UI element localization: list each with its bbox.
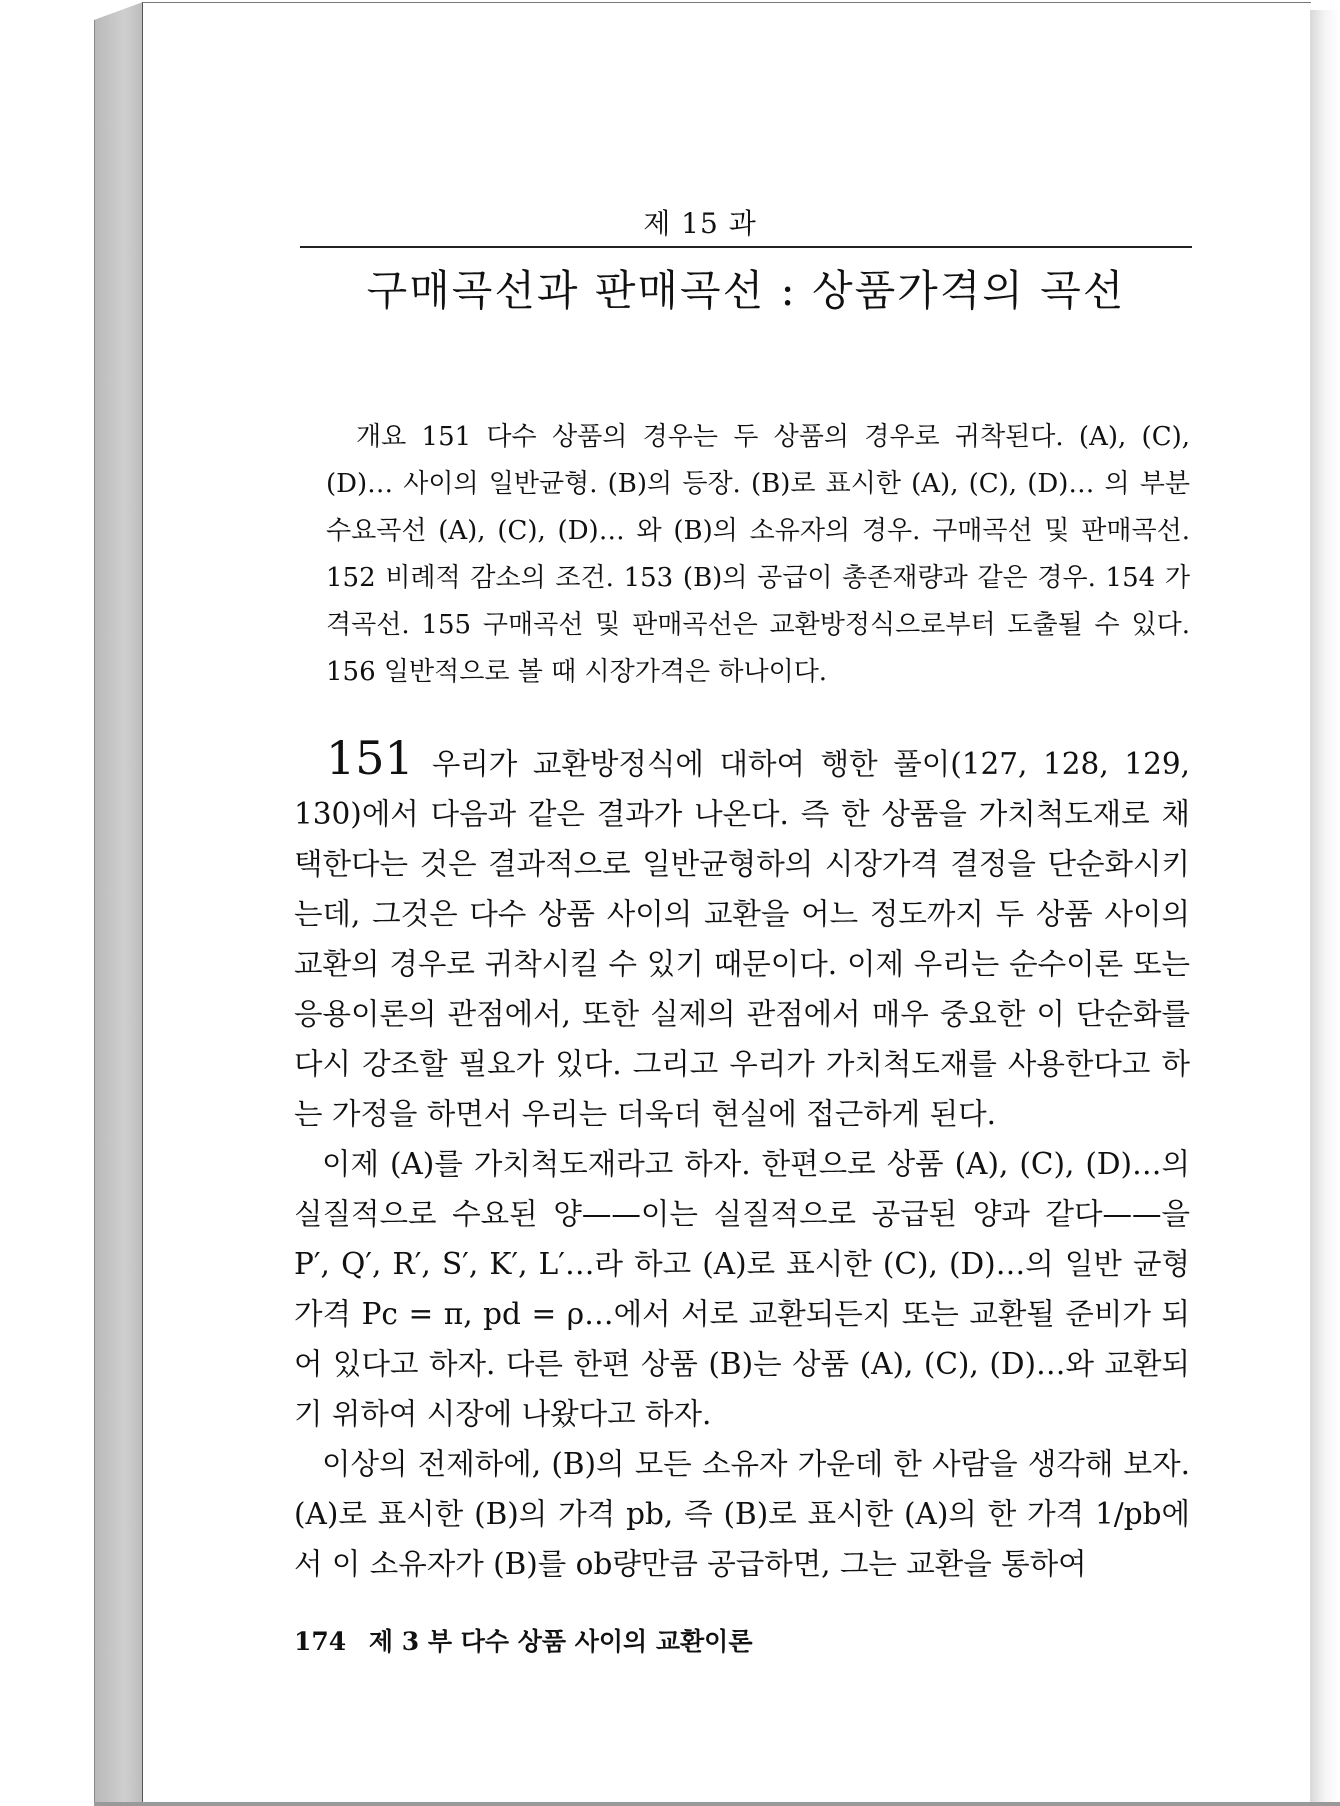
paragraph-1 — [294, 731, 1190, 1139]
page-edge-shadow — [1310, 10, 1340, 1806]
chapter-summary: 개요 151 다수 상품의 경우는 두 상품의 경우로 귀착된다. (A), (C), (D)… 사이의 일반균형. (B)의 등장. (B)로 표시한 (A), (C), (D)… 의 부분수요곡선 (A), (C), (D)… 와 (B)의 소유자의 경우. 구매곡선 및 판매곡선. 152 비례적 감소의 조건. 153 (B)의 공급이 총존재량과 같은 경우. 154 가격곡선. 155 구매곡선 및 판매곡선은 교환방정식으로부터 도출될 수 있다. 156 일반적으로 볼 때 시장가격은 하나이다. — [326, 422, 1190, 687]
page-footer — [294, 1622, 752, 1658]
running-title: 제 3 부 다수 상품 사이의 교환이론 — [368, 1627, 753, 1656]
title-rule — [300, 246, 1192, 248]
paragraph-1-text: 우리가 교환방정식에 대하여 행한 풀이(127, 128, 129, 130)에서 다음과 같은 결과가 나온다. 즉 한 상품을 가치척도재로 채택한다는 것은 결과적으로 일반균형하의 시장가격 결정을 단순화시키는데, 그것은 다수 상품 사이의 교환을 어느 정도까지 두 상품 사이의 교환의 경우로 귀착시킬 수 있기 때문이다. 이제 우리는 순수이론 또는 응용이론의 관점에서, 또한 실제의 관점에서 매우 중요한 이 단순화를 다시 강조할 필요가 있다. 그리고 우리가 가치척도재를 사용한다고 하는 가정을 하면서 우리는 더욱더 현실에 접근하게 된다. — [294, 747, 1190, 1131]
chapter-title: 구매곡선과 판매곡선 : 상품가격의 곡선 — [366, 266, 1126, 315]
section-number: 151 — [326, 731, 414, 785]
book-bottom-edge — [94, 1802, 1340, 1806]
paragraph-2: 이제 (A)를 가치척도재라고 하자. 한편으로 상품 (A), (C), (D)…의 실질적으로 수요된 양——이는 실질적으로 공급된 양과 같다——을 P′, Q′, R′, S′, K′, L′…라 하고 (A)로 표시한 (C), (D)…의 일반 균형가격 Pc = π, pd = ρ…에서 서로 교환되든지 또는 교환될 준비가 되어 있다고 하자. 다른 한편 상품 (B)는 상품 (A), (C), (D)…와 교환되기 위하여 시장에 나왔다고 하자. — [294, 1147, 1190, 1431]
paragraph-3: 이상의 전제하에, (B)의 모든 소유자 가운데 한 사람을 생각해 보자. (A)로 표시한 (B)의 가격 pb, 즉 (B)로 표시한 (A)의 한 가격 1/pb에서 이 소유자가 (B)를 ob량만큼 공급하면, 그는 교환을 통하여 — [294, 1447, 1190, 1581]
body-text — [294, 731, 1190, 1589]
book-spine — [94, 2, 143, 1802]
lesson-label: 제 15 과 — [643, 207, 757, 240]
page-number: 174 — [294, 1627, 347, 1656]
